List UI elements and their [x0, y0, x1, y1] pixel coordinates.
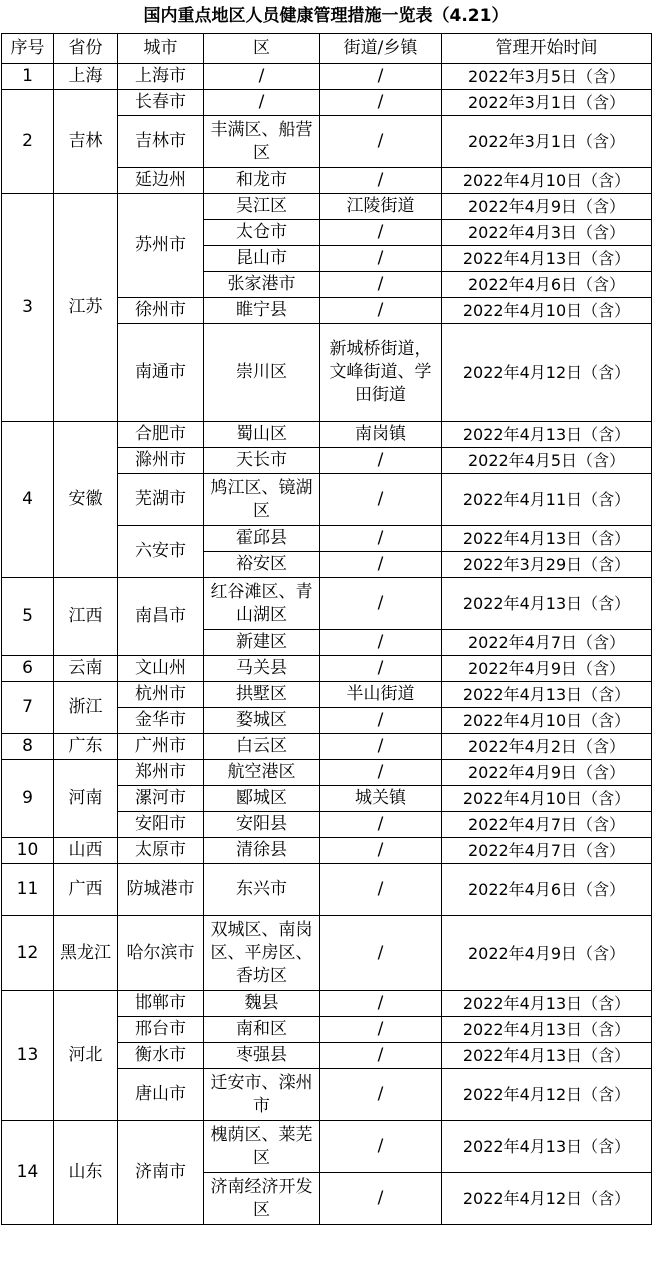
cell-district: 双城区、南岗区、平房区、香坊区: [204, 916, 320, 991]
cell-street-town: /: [320, 630, 442, 656]
cell-street-town: /: [320, 991, 442, 1017]
cell-province: 广西: [54, 864, 118, 916]
cell-district: /: [204, 90, 320, 116]
cell-start-time: 2022年4月6日（含）: [442, 864, 652, 916]
cell-start-time: 2022年4月10日（含）: [442, 298, 652, 324]
cell-street-town: /: [320, 838, 442, 864]
cell-start-time: 2022年4月10日（含）: [442, 168, 652, 194]
cell-district: 白云区: [204, 734, 320, 760]
cell-province: 浙江: [54, 682, 118, 734]
cell-district: 张家港市: [204, 272, 320, 298]
cell-district: 太仓市: [204, 220, 320, 246]
cell-district: 清徐县: [204, 838, 320, 864]
cell-city: 安阳市: [118, 812, 204, 838]
cell-city: 唐山市: [118, 1069, 204, 1121]
cell-city: 文山州: [118, 656, 204, 682]
cell-start-time: 2022年4月7日（含）: [442, 630, 652, 656]
cell-district: 崇川区: [204, 324, 320, 422]
cell-city: 南通市: [118, 324, 204, 422]
cell-index: 8: [2, 734, 54, 760]
cell-city: 防城港市: [118, 864, 204, 916]
cell-district: 新建区: [204, 630, 320, 656]
cell-province: 江西: [54, 578, 118, 656]
cell-index: 5: [2, 578, 54, 656]
cell-city: 长春市: [118, 90, 204, 116]
cell-city: 上海市: [118, 64, 204, 90]
cell-province: 河北: [54, 991, 118, 1121]
cell-city: 吉林市: [118, 116, 204, 168]
cell-start-time: 2022年4月9日（含）: [442, 916, 652, 991]
cell-province: 云南: [54, 656, 118, 682]
cell-district: 红谷滩区、青山湖区: [204, 578, 320, 630]
cell-street-town: /: [320, 760, 442, 786]
cell-city: 金华市: [118, 708, 204, 734]
cell-district: 天长市: [204, 448, 320, 474]
cell-index: 2: [2, 90, 54, 194]
cell-index: 11: [2, 864, 54, 916]
table-row: [2, 422, 652, 448]
cell-district: 南和区: [204, 1017, 320, 1043]
cell-district: /: [204, 64, 320, 90]
cell-start-time: 2022年4月13日（含）: [442, 1017, 652, 1043]
cell-district: 魏县: [204, 991, 320, 1017]
cell-province: 上海: [54, 64, 118, 90]
cell-start-time: 2022年4月12日（含）: [442, 1173, 652, 1225]
cell-street-town: 江陵街道: [320, 194, 442, 220]
cell-start-time: 2022年4月13日（含）: [442, 1043, 652, 1069]
cell-index: 6: [2, 656, 54, 682]
cell-start-time: 2022年3月29日（含）: [442, 552, 652, 578]
cell-street-town: /: [320, 552, 442, 578]
cell-street-town: 新城桥街道，文峰街道、学田街道: [320, 324, 442, 422]
table-row: [2, 64, 652, 90]
header-row: [2, 34, 652, 64]
cell-start-time: 2022年4月6日（含）: [442, 272, 652, 298]
cell-start-time: 2022年4月7日（含）: [442, 838, 652, 864]
cell-start-time: 2022年4月12日（含）: [442, 324, 652, 422]
cell-district: 拱墅区: [204, 682, 320, 708]
cell-start-time: 2022年3月5日（含）: [442, 64, 652, 90]
cell-district: 裕安区: [204, 552, 320, 578]
cell-index: 1: [2, 64, 54, 90]
cell-city: 邯郸市: [118, 991, 204, 1017]
cell-start-time: 2022年4月13日（含）: [442, 578, 652, 630]
cell-city: 广州市: [118, 734, 204, 760]
cell-start-time: 2022年4月13日（含）: [442, 991, 652, 1017]
cell-city: 芜湖市: [118, 474, 204, 526]
cell-street-town: /: [320, 734, 442, 760]
cell-start-time: 2022年4月13日（含）: [442, 682, 652, 708]
cell-street-town: /: [320, 272, 442, 298]
cell-province: 黑龙江: [54, 916, 118, 991]
header-street-town: 街道/乡镇: [320, 34, 442, 64]
cell-province: 山西: [54, 838, 118, 864]
cell-start-time: 2022年4月9日（含）: [442, 194, 652, 220]
cell-city: 延边州: [118, 168, 204, 194]
cell-district: 昆山市: [204, 246, 320, 272]
cell-city: 济南市: [118, 1121, 204, 1225]
cell-city: 哈尔滨市: [118, 916, 204, 991]
cell-index: 13: [2, 991, 54, 1121]
cell-district: 安阳县: [204, 812, 320, 838]
cell-district: 航空港区: [204, 760, 320, 786]
cell-start-time: 2022年3月1日（含）: [442, 90, 652, 116]
cell-province: 山东: [54, 1121, 118, 1225]
table-row: [2, 864, 652, 916]
cell-city: 漯河市: [118, 786, 204, 812]
cell-street-town: 南岗镇: [320, 422, 442, 448]
cell-district: 马关县: [204, 656, 320, 682]
table-row: [2, 991, 652, 1017]
cell-start-time: 2022年4月3日（含）: [442, 220, 652, 246]
cell-street-town: /: [320, 298, 442, 324]
header-city: 城市: [118, 34, 204, 64]
cell-start-time: 2022年4月13日（含）: [442, 526, 652, 552]
cell-street-town: /: [320, 526, 442, 552]
table-body: [2, 64, 652, 1225]
cell-street-town: 半山街道: [320, 682, 442, 708]
cell-street-town: /: [320, 1043, 442, 1069]
cell-start-time: 2022年3月1日（含）: [442, 116, 652, 168]
header-index: 序号: [2, 34, 54, 64]
cell-start-time: 2022年4月13日（含）: [442, 1121, 652, 1173]
cell-street-town: /: [320, 864, 442, 916]
cell-start-time: 2022年4月10日（含）: [442, 786, 652, 812]
cell-district: 东兴市: [204, 864, 320, 916]
cell-street-town: /: [320, 656, 442, 682]
header-district: 区: [204, 34, 320, 64]
cell-district: 槐荫区、莱芜区: [204, 1121, 320, 1173]
cell-street-town: /: [320, 448, 442, 474]
cell-district: 枣强县: [204, 1043, 320, 1069]
cell-city: 苏州市: [118, 194, 204, 298]
header-start-time: 管理开始时间: [442, 34, 652, 64]
cell-district: 蜀山区: [204, 422, 320, 448]
cell-street-town: /: [320, 116, 442, 168]
cell-start-time: 2022年4月13日（含）: [442, 246, 652, 272]
cell-district: 郾城区: [204, 786, 320, 812]
cell-start-time: 2022年4月12日（含）: [442, 1069, 652, 1121]
cell-start-time: 2022年4月2日（含）: [442, 734, 652, 760]
cell-province: 安徽: [54, 422, 118, 578]
cell-start-time: 2022年4月10日（含）: [442, 708, 652, 734]
cell-street-town: /: [320, 1173, 442, 1225]
cell-street-town: /: [320, 1121, 442, 1173]
cell-index: 10: [2, 838, 54, 864]
cell-start-time: 2022年4月11日（含）: [442, 474, 652, 526]
table-row: [2, 194, 652, 220]
cell-street-town: /: [320, 246, 442, 272]
cell-city: 郑州市: [118, 760, 204, 786]
cell-city: 衡水市: [118, 1043, 204, 1069]
health-management-table: [1, 33, 652, 1225]
cell-start-time: 2022年4月13日（含）: [442, 422, 652, 448]
cell-street-town: /: [320, 708, 442, 734]
cell-street-town: /: [320, 916, 442, 991]
cell-street-town: /: [320, 168, 442, 194]
table-row: [2, 656, 652, 682]
cell-province: 江苏: [54, 194, 118, 422]
cell-street-town: /: [320, 1017, 442, 1043]
cell-district: 吴江区: [204, 194, 320, 220]
cell-city: 六安市: [118, 526, 204, 578]
cell-district: 鸠江区、镜湖区: [204, 474, 320, 526]
cell-street-town: 城关镇: [320, 786, 442, 812]
cell-city: 杭州市: [118, 682, 204, 708]
cell-district: 迁安市、滦州市: [204, 1069, 320, 1121]
cell-index: 3: [2, 194, 54, 422]
cell-index: 9: [2, 760, 54, 838]
table-title: 国内重点地区人员健康管理措施一览表（4.21）: [143, 6, 509, 26]
cell-street-town: /: [320, 64, 442, 90]
cell-province: 河南: [54, 760, 118, 838]
table-row: [2, 760, 652, 786]
cell-province: 广东: [54, 734, 118, 760]
cell-start-time: 2022年4月5日（含）: [442, 448, 652, 474]
table-row: [2, 734, 652, 760]
cell-start-time: 2022年4月9日（含）: [442, 760, 652, 786]
cell-district: 济南经济开发区: [204, 1173, 320, 1225]
cell-index: 4: [2, 422, 54, 578]
cell-city: 邢台市: [118, 1017, 204, 1043]
cell-city: 南昌市: [118, 578, 204, 656]
cell-city: 合肥市: [118, 422, 204, 448]
cell-district: 睢宁县: [204, 298, 320, 324]
table-row: [2, 578, 652, 630]
cell-city: 徐州市: [118, 298, 204, 324]
table-row: [2, 838, 652, 864]
header-province: 省份: [54, 34, 118, 64]
cell-street-town: /: [320, 90, 442, 116]
cell-start-time: 2022年4月9日（含）: [442, 656, 652, 682]
cell-district: 霍邱县: [204, 526, 320, 552]
table-row: [2, 916, 652, 991]
cell-index: 14: [2, 1121, 54, 1225]
cell-city: 滁州市: [118, 448, 204, 474]
table-row: [2, 682, 652, 708]
cell-province: 吉林: [54, 90, 118, 194]
table-row: [2, 90, 652, 116]
table-row: [2, 1121, 652, 1173]
cell-index: 12: [2, 916, 54, 991]
cell-district: 丰满区、船营区: [204, 116, 320, 168]
cell-district: 婺城区: [204, 708, 320, 734]
cell-index: 7: [2, 682, 54, 734]
cell-district: 和龙市: [204, 168, 320, 194]
cell-street-town: /: [320, 812, 442, 838]
cell-start-time: 2022年4月7日（含）: [442, 812, 652, 838]
cell-street-town: /: [320, 578, 442, 630]
cell-street-town: /: [320, 474, 442, 526]
cell-city: 太原市: [118, 838, 204, 864]
cell-street-town: /: [320, 1069, 442, 1121]
cell-street-town: /: [320, 220, 442, 246]
